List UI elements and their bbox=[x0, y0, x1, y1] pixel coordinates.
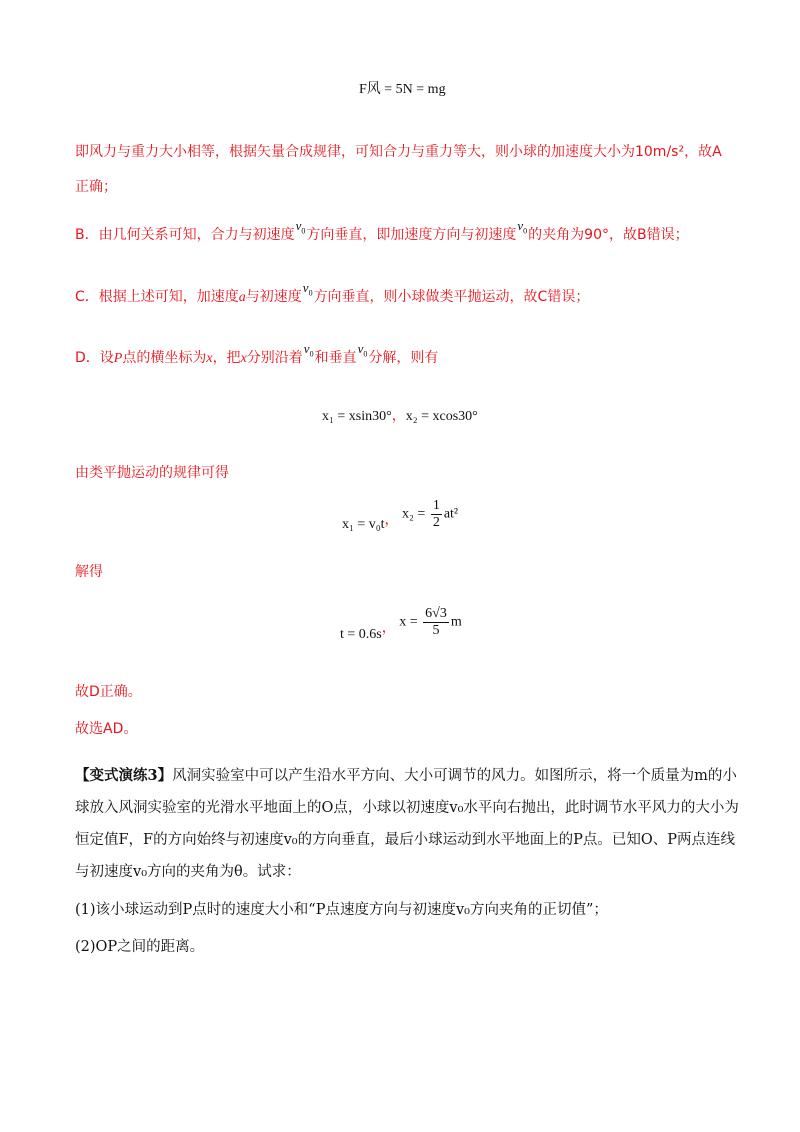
text-d-correct: 故D正确。 bbox=[75, 684, 142, 700]
option-d-line bbox=[75, 341, 439, 368]
option-b-part2: 方向垂直，即加速度方向与初速度 bbox=[306, 227, 517, 243]
question-2: (2)OP之间的距离。 bbox=[75, 939, 205, 955]
option-c-part3: 方向垂直，则小球做类平抛运动，故C错误； bbox=[313, 289, 590, 305]
question-1: (1)该小球运动到P点时的速度大小和“P点速度方向与初速度v₀方向夹角的正切值”； bbox=[75, 902, 608, 918]
equation-x2: x₂ = xcos30° bbox=[405, 409, 478, 424]
equation-t: t = 0.6s bbox=[340, 626, 382, 642]
option-b-line bbox=[75, 218, 689, 245]
equation-x2-suffix: at² bbox=[443, 506, 459, 522]
option-d-part5: 和垂直 bbox=[314, 350, 357, 366]
exercise-line-1 bbox=[75, 764, 737, 785]
equation-decomposition: x₁ = xsin30°，x₂ = xcos30° bbox=[322, 409, 478, 424]
fraction-x bbox=[423, 606, 449, 639]
option-b-part1: B．由几何关系可知，合力与初速度 bbox=[75, 227, 295, 243]
text-answer: 故选AD。 bbox=[75, 721, 138, 737]
fraction-num: 6√3 bbox=[425, 606, 447, 621]
symbol-x: x bbox=[206, 351, 213, 366]
symbol-v0: $v_0$ bbox=[517, 218, 528, 236]
exercise-tag: 【变式演练3】 bbox=[75, 767, 173, 784]
option-d-part6: 分解，则有 bbox=[368, 350, 439, 366]
exercise-line-4: 与初速度v₀方向的夹角为θ。试求： bbox=[75, 864, 301, 880]
option-d-part2: 点的横坐标为 bbox=[122, 350, 207, 366]
option-c-part2: 与初速度 bbox=[245, 289, 302, 305]
text-solve: 解得 bbox=[75, 564, 103, 580]
exercise-text-1: 风洞实验室中可以产生沿水平方向、大小可调节的风力。如图所示，将一个质量为m的小 bbox=[172, 768, 737, 784]
exercise-line-2: 球放入风洞实验室的光滑水平地面上的O点，小球以初速度v₀水平向右抛出，此时调节水平风力的大小为 bbox=[75, 800, 739, 816]
symbol-v0: $v_0$ bbox=[357, 341, 368, 359]
fraction-den: 5 bbox=[432, 623, 440, 638]
option-c-line bbox=[75, 280, 590, 307]
equation-x-prefix: x = bbox=[399, 614, 418, 630]
equation-x1-v0t: x₁ = v₀t bbox=[342, 516, 385, 532]
symbol-v0: $v_0$ bbox=[303, 341, 314, 359]
paragraph-line-1: 即风力与重力大小相等，根据矢量合成规律，可知合力与重力等大，则小球的加速度大小为10m/s²，故A bbox=[75, 144, 722, 160]
equation-x2-prefix: x₂ = bbox=[402, 506, 426, 522]
symbol-x: x bbox=[240, 351, 247, 366]
option-d-part3: ，把 bbox=[212, 350, 241, 366]
equation-motion: x₁ = v₀t， x₂ = $\frac{1}{2}$ at² bbox=[342, 498, 459, 532]
symbol-v0: $v_0$ bbox=[302, 280, 313, 298]
equation-result: t = 0.6s， x = $\frac{6√3}{5}$ m bbox=[340, 606, 462, 642]
option-d-part1: D．设 bbox=[75, 350, 114, 366]
exercise-line-3: 恒定值F，F的方向始终与初速度v₀的方向垂直，最后小球运动到水平地面上的P点。已知O、P两点连线 bbox=[75, 832, 736, 848]
equation-unit: m bbox=[450, 614, 462, 630]
symbol-v0: $v_0$ bbox=[295, 218, 306, 236]
option-b-part3: 的夹角为90°，故B错误； bbox=[528, 227, 689, 243]
equation-wind-force bbox=[359, 78, 446, 98]
fraction-one-half bbox=[431, 498, 442, 531]
equation-text: F风 = 5N = mg bbox=[359, 82, 446, 97]
equation-x1: x₁ = xsin30° bbox=[322, 409, 392, 424]
text-rule: 由类平抛运动的规律可得 bbox=[75, 465, 229, 481]
paragraph-line-1-cont: 正确； bbox=[75, 179, 117, 195]
fraction-num: 1 bbox=[432, 498, 440, 513]
fraction-den: 2 bbox=[432, 515, 440, 530]
option-d-part4: 分别沿着 bbox=[246, 350, 303, 366]
option-c-part1: C．根据上述可知，加速度 bbox=[75, 289, 239, 305]
symbol-P: P bbox=[113, 351, 123, 366]
symbol-a: a bbox=[238, 290, 246, 305]
